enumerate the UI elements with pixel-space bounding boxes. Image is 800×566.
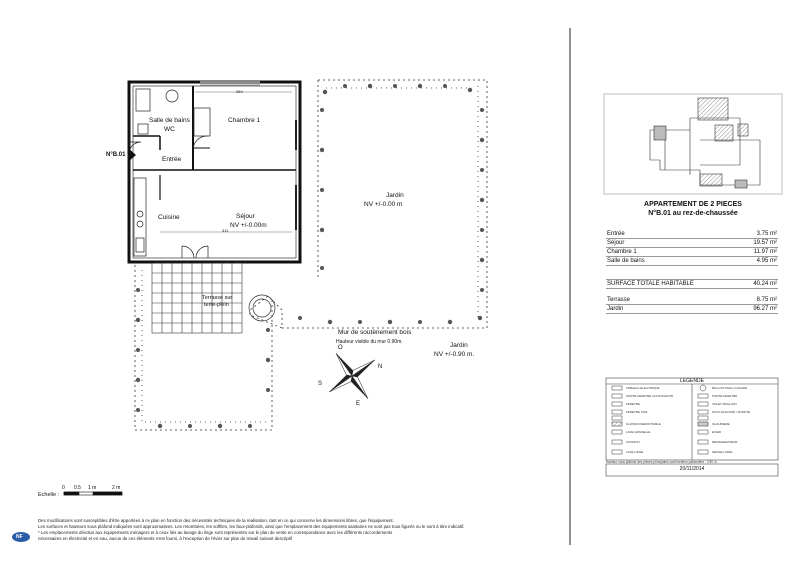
legend-item: EVIER (712, 430, 722, 434)
garden-hedge (135, 80, 487, 430)
table-row (606, 248, 778, 257)
apartment-walls (129, 82, 300, 262)
round-planter (249, 295, 275, 321)
legend-item: LAVE-VAISSELLE (626, 430, 651, 434)
scale-tick-0: 0 (62, 485, 65, 491)
table-row (606, 239, 778, 248)
room-name: Salle de bains (607, 258, 645, 264)
scale-tick-1: 1 m (88, 485, 97, 491)
legend-item: FAUX-PLAFOND / SOFFITE (712, 410, 751, 414)
key-plan (604, 94, 782, 194)
legend-item: TABLEAU ELECTRIQUE (626, 386, 660, 390)
apartment-title: APPARTEMENT DE 2 PIECES (644, 201, 742, 208)
room-area: 19.57 m² (753, 240, 777, 246)
label-wc: WC (164, 126, 175, 133)
outdoor-areas-table (606, 296, 778, 314)
outdoor-area: 8.75 m² (756, 297, 777, 303)
total-area-table (606, 279, 778, 289)
kitchen-counter (134, 178, 146, 256)
label-mur-hauteur: Hauteur visible du mur 0.90m. (336, 339, 403, 345)
note-line-4: nécessaires en électricité et en eau, aucun de ces éléments n'est fourni, à l'exception de l'évier sur plan de travail suivant descriptif (38, 536, 293, 541)
label-jardin-bottom-level: NV +/-0.90 m. (434, 351, 475, 358)
label-cuisine: Cuisine (158, 214, 180, 221)
legend-item: PORTE-FENETRE (712, 394, 738, 398)
scale-label: Echelle : (38, 492, 60, 498)
legend-item: PORTE-FENETRE COULISSANTE (626, 394, 674, 398)
label-entree: Entrée (162, 156, 182, 163)
room-name: Séjour (607, 240, 625, 246)
entrance-arrow (128, 148, 136, 162)
compass-e: E (356, 401, 361, 407)
scale-bar (64, 492, 122, 495)
outdoor-name: Jardin (607, 306, 624, 312)
compass-n: N (378, 364, 383, 370)
table-row (606, 257, 778, 266)
legend-item: SECHE-LINGE (712, 450, 733, 454)
room-area: 11.97 m² (753, 249, 777, 255)
outdoor-area: 96.27 m² (753, 306, 777, 312)
total-row (606, 279, 778, 289)
note-line-1: Des modifications sont susceptibles d'être apportées à ce plan en fonction des nécessités techniques de la réalisation, tant en ce qui concerne les dimensions libres, que l'équipement. (38, 518, 394, 523)
legend-item: FENETRE (626, 402, 641, 406)
legend-item: LAVE LINGE (626, 450, 644, 454)
label-jardin-top: Jardin (386, 192, 404, 199)
legend-item: BALLON D'EAU CHAUDE (712, 386, 748, 390)
dimension-mid: 311 (222, 228, 229, 233)
door-tag: N°B.01 (106, 152, 126, 158)
legend-item: CLOISON DEMONTABLE (626, 422, 661, 426)
compass-rose (313, 337, 391, 415)
label-sejour-level: NV +/-0.00m (230, 222, 267, 229)
label-terre-plein: terre-plein (204, 302, 229, 308)
total-label: SURFACE TOTALE HABITABLE (607, 281, 694, 287)
legend-item: CHAUDIERE (712, 422, 730, 426)
legend-item: VOLET ROULANT (712, 402, 737, 406)
label-salle-de-bains: Salle de bains (149, 117, 190, 124)
compass-o: O (338, 345, 343, 351)
dimension-top: 364 (236, 89, 243, 94)
room-area: 3.75 m² (756, 231, 777, 237)
compass-s: S (318, 381, 323, 387)
table-row (606, 296, 778, 305)
room-name: Chambre 1 (607, 249, 637, 255)
label-sejour: Séjour (236, 213, 255, 220)
plan-date: 20/11/2014 (679, 466, 705, 472)
outdoor-name: Terrasse (607, 297, 631, 303)
label-jardin-top-level: NV +/-0.00 m (364, 201, 403, 208)
scale-tick-2: 2 m (112, 485, 121, 491)
label-jardin-bottom: Jardin (450, 342, 468, 349)
apartment-subtitle: N°B.01 au rez-de-chaussée (648, 210, 738, 217)
legend-title: LEGENDE (680, 378, 704, 384)
label-mur: Mur de soutènement bois (338, 329, 412, 336)
table-row (606, 305, 778, 314)
total-area: 40.24 m² (753, 281, 777, 287)
room-area: 4.95 m² (756, 258, 777, 264)
legend-item: CUISSON (626, 440, 640, 444)
height-note: Hauteur sous plafond des pièces principales sauf mention particulière : 2.50 m (606, 460, 717, 464)
hedge-bushes (136, 84, 484, 428)
nf-logo-text: NF (16, 534, 23, 540)
label-chambre: Chambre 1 (228, 117, 261, 124)
label-terrasse: Terrasse sur (202, 295, 233, 301)
table-row (606, 230, 778, 239)
legend-item: REFRIGERATEUR (712, 440, 738, 444)
room-name: Entrée (607, 231, 625, 237)
legend-item: FENETRE FIXE (626, 410, 648, 414)
note-line-3: * Les emplacements dévolus aux équipements ménagers et à ceux liés au lavage du linge sont représentés sur le plan de vente en correspondance avec les différents raccordements (38, 530, 393, 535)
scale-tick-05: 0.5 (74, 485, 81, 491)
note-line-2: Les surfaces et hauteurs sous plafond indiquées sont approximatives. Les retombées, les soffites, les faux-plafonds, ainsi que l'emplacement des équipements sanitaires ne sont pas tous figurés ou le sont à titre indicatif. (38, 524, 465, 529)
room-areas-table (606, 230, 778, 266)
